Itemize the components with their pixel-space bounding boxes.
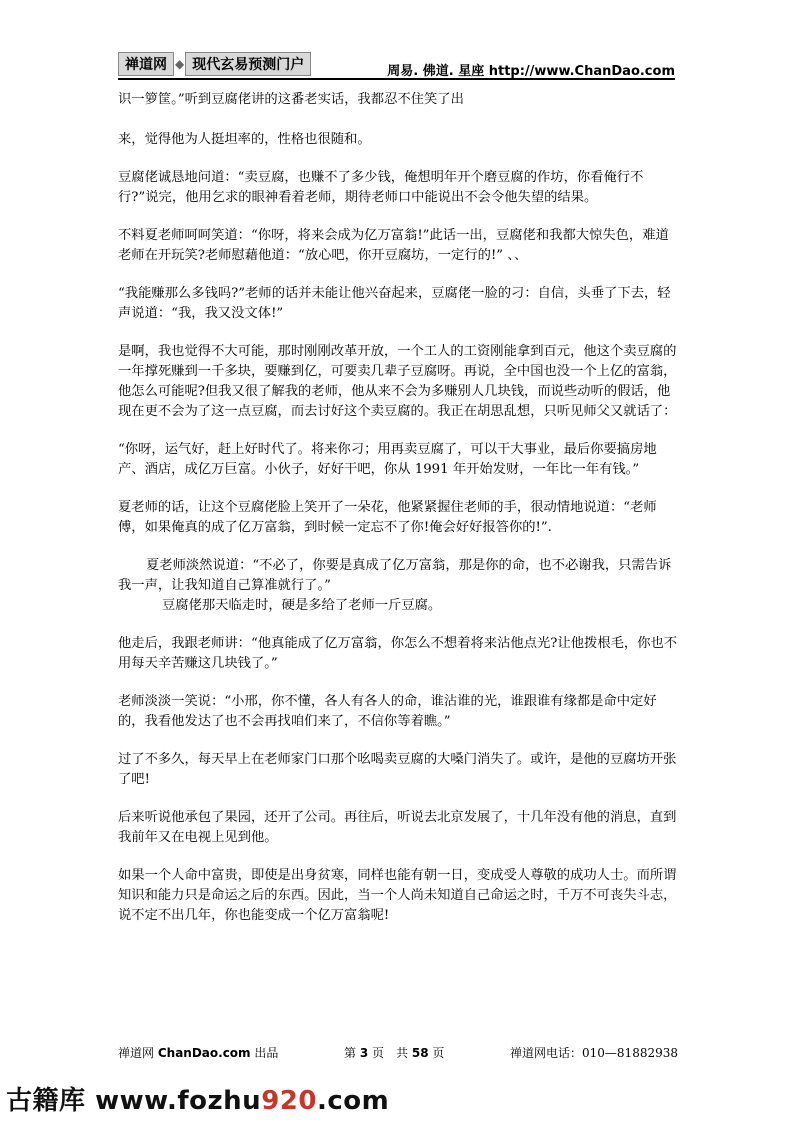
watermark-url-num: 920 [261,1086,317,1116]
paragraph: 识一箩筐。”听到豆腐佬讲的这番老实话，我都忍不住笑了出 [118,92,464,107]
site-tagline: 现代玄易预测门户 [185,52,311,76]
footer-site-name: 禅道网 [118,1046,155,1060]
paragraph: 不料夏老师呵呵笑道：“你呀，将来会成为亿万富翁!”此话一出，豆腐佬和我都大惊失色，难道老师在开玩笑?老师慰藉他道：“放心吧，你开豆腐坊，一定行的!” 、、 [118,228,669,263]
site-logo [118,53,311,75]
page-label: 页 共 [372,1046,409,1060]
watermark-url-prefix: www.fozhu [95,1086,262,1116]
header-divider [118,78,675,80]
watermark-url-suffix: .com [316,1086,390,1116]
footer-suffix: 出品 [254,1046,279,1060]
footer-brand: ChanDao.com [157,1046,251,1060]
paragraph: 过了不多久，每天早上在老师家门口那个吆喝卖豆腐的大嗓门消失了。或许，是他的豆腐坊开张了吧! [118,752,677,787]
paragraph: 豆腐佬诚恳地问道：“卖豆腐，也赚不了多少钱，俺想明年开个磨豆腐的作坊，你看俺行不行?”说完，他用乞求的眼神看着老师，期待老师口中能说出不会令他失望的结果。 [118,170,644,205]
paragraph: 后来听说他承包了果园，还开了公司。再往后，听说去北京发展了，十几年没有他的消息，直到我前年又在电视上见到他。 [118,810,677,845]
paragraph: 夏老师的话，让这个豆腐佬脸上笑开了一朵花，他紧紧握住老师的手，很动情地说道：“老师傅，如果俺真的成了亿万富翁，到时候一定忘不了你!俺会好好报答你的!”. [118,500,657,535]
paragraph: 夏老师淡然说道：“不必了，你要是真成了亿万富翁，那是你的命，也不必谢我，只需告诉我一声，让我知道自己算准就行了。” [118,558,672,593]
article-body [118,90,678,944]
paragraph: “我能赚那么多钱吗?”老师的话并未能让他兴奋起来，豆腐佬一脸的刁：自信，头垂了下去，轻声说道：“我，我又没文体!” [118,286,671,321]
paragraph: 如果一个人命中富贵，即使是出身贫寒，同样也能有朝一日，变成受人尊敬的成功人士。而所谓知识和能力只是命运之后的东西。因此，当一个人尚未知道自己命运之时，千万不可丧失斗志，说不定不出几年，你也能变成一个亿万富翁呢! [118,868,677,923]
paragraph: 豆腐佬那天临走时，硬是多给了老师一斤豆腐。 [162,598,442,613]
page-total: 58 [411,1046,429,1060]
footer-credit [118,1044,278,1061]
paragraph: 老师淡淡一笑说：“小邢，你不懂，各人有各人的命，谁沾谁的光，谁跟谁有缘都是命中定好的，我看他发达了也不会再找咱们来了，不信你等着瞧。” [118,694,657,729]
page-footer [118,1044,678,1061]
watermark-cn: 古籍库 [6,1086,86,1116]
footer-phone: 禅道网电话：010—81882938 [510,1046,678,1060]
site-name: 禅道网 [118,52,174,76]
paragraph: 来，觉得他为人挺坦率的，性格也很随和。 [118,132,371,147]
page-label: 页 [432,1046,445,1060]
page-label: 第 [344,1046,357,1060]
separator-dot-icon: ◆ [175,57,185,71]
page-number: 3 [359,1046,369,1060]
page-counter [344,1044,444,1061]
watermark [6,1080,389,1117]
header-links: 周易. 佛道. 星座 http://www.ChanDao.com [387,64,675,79]
paragraph: 是啊，我也觉得不大可能，那时刚刚改革开放，一个工人的工资刚能拿到百元，他这个卖豆腐的一年撑死赚到一千多块，要赚到亿，可要卖几辈子豆腐呀。再说，全中国也没一个上亿的富翁，他怎么可能呢?但我又很了解我的老师，他从来不会为多赚别人几块钱，而说些动听的假话，他现在更不会为了这一点豆腐，而去讨好这个卖豆腐的。我正在胡思乱想，只听见师父又就话了： [118,344,677,419]
paragraph: 他走后，我跟老师讲：“他真能成了亿万富翁，你怎么不想着将来沾他点光?让他拨根毛，你也不用每天辛苦赚这几块钱了。” [118,636,678,671]
paragraph: “你呀，运气好，赶上好时代了。将来你刁；用再卖豆腐了，可以干大事业，最后你要搞房地产、酒店，成亿万巨富。小伙子，好好干吧，你从 1991 年开始发财，一年比一年有钱。” [118,442,657,477]
